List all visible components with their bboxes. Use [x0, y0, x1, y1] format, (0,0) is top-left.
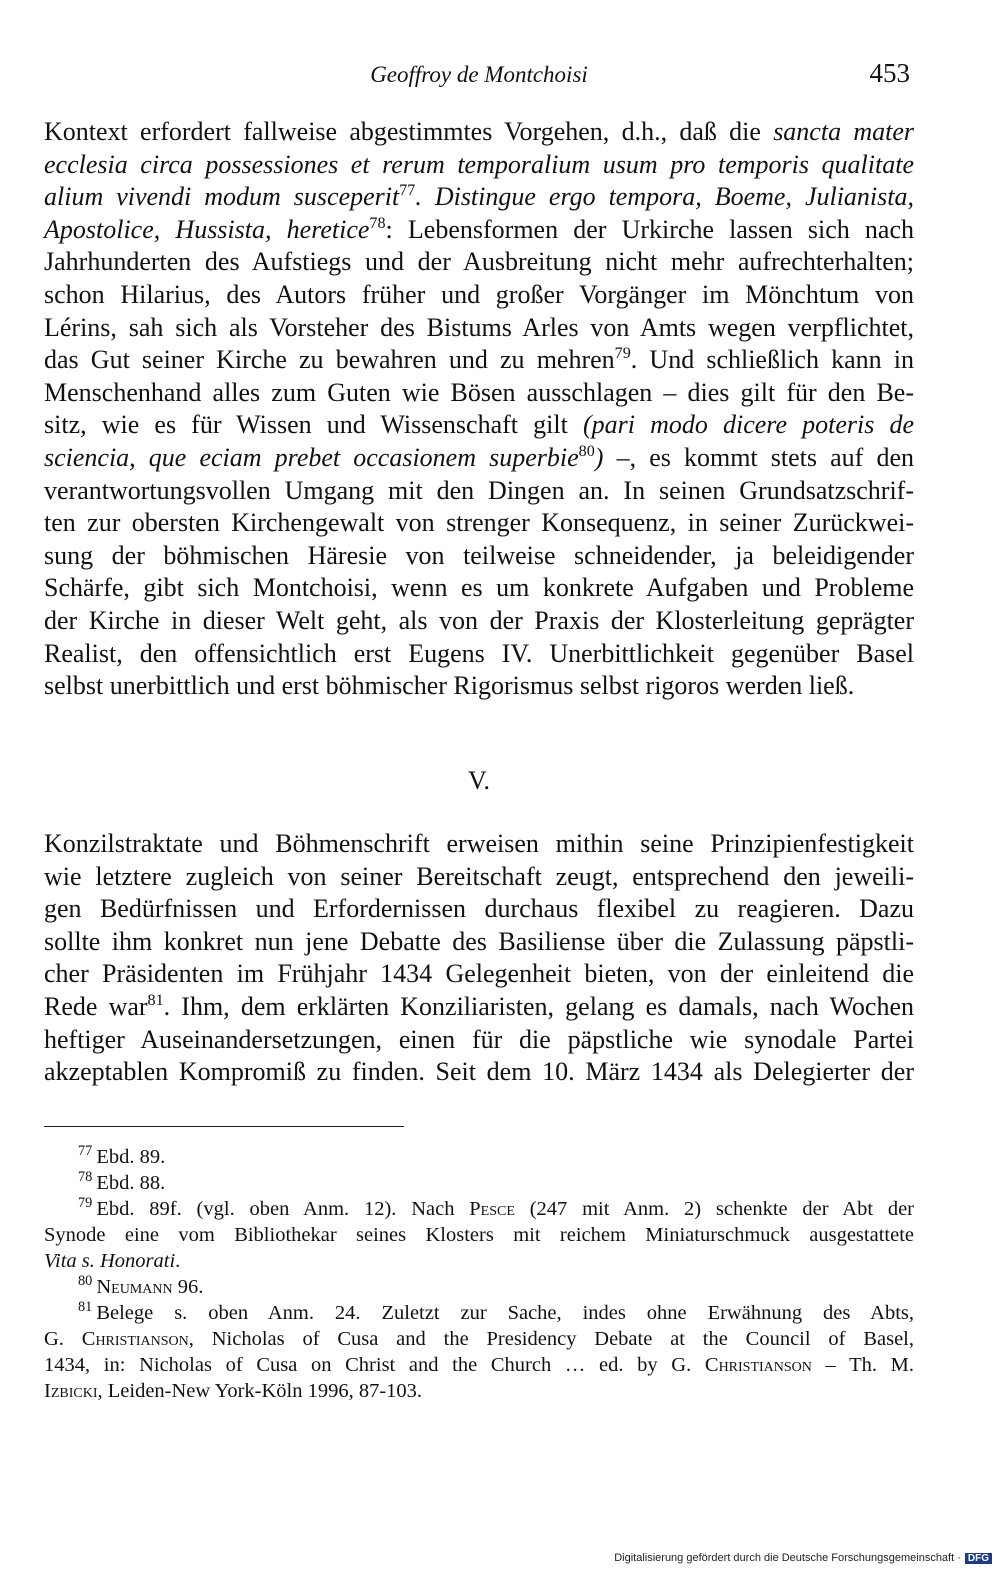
text-line: sung der böhmischen Häresie von teilweise schneidender, ja beleidigender: [44, 540, 914, 570]
footnotes: [44, 1144, 914, 1404]
section-heading: V.: [468, 766, 490, 795]
text-line: Realist, den offensichtlich erst Eugens IV. Unerbittlichkeit gegenüber Basel: [44, 638, 914, 668]
text-line: Rede war$^{81}$. Ihm, dem erklärten Konziliaristen, gelang es damals, nach Wochen: [44, 991, 914, 1021]
footnote-ref: 78: [369, 214, 386, 232]
text-line: Kontext erfordert fallweise abgestimmtes Vorgehen, d.h., daß die sancta mater: [44, 117, 914, 146]
footnote-81: $^{81}$ Belege s. oben Anm. 24. Zuletzt zur Sache, indes ohne Erwähnung des Abts, G. Christianson, Nicholas of Cusa and the Presidency Debate at the Council of Basel, 1434, in: Nicholas of Cusa on Christ and the Church … ed. by G. Christianson – Th. M. Izbicki, Leiden-New York-Köln 1996, 87-103.: [44, 1299, 914, 1402]
text-line: heftiger Auseinandersetzungen, einen für die päpstliche wie synodale Partei: [44, 1024, 914, 1054]
footnote-divider: [44, 1126, 404, 1127]
running-title: Geoffroy de Montchoisi: [370, 62, 588, 87]
footnote-80: $^{80}$ Neumann 96.: [78, 1273, 204, 1298]
text-line: akzeptablen Kompromiß zu finden. Seit dem 10. März 1434 als Delegierter der: [44, 1057, 914, 1087]
text-line: ecclesia circa possessiones et rerum temporalium usum pro temporis qualitate: [44, 149, 914, 179]
text-line: der Kirche in dieser Welt geht, als von der Praxis der Klosterleitung geprägter: [44, 605, 914, 635]
footnote-ref: 80: [578, 442, 595, 460]
footnote-ref: 79: [614, 345, 631, 363]
page-header: [44, 56, 914, 96]
text-line: gen Bedürfnissen und Erfordernissen durchaus flexibel zu reagieren. Dazu: [44, 894, 914, 924]
text-line: Apostolice, Hussista, heretice$^{78}$: Lebensformen der Urkirche lassen sich nach: [44, 214, 914, 244]
footnote-ref: 81: [147, 991, 164, 1009]
text-line: Lérins, sah sich als Vorsteher des Bistums Arles von Amts wegen verpflichtet,: [44, 312, 914, 342]
digitization-credit: Digitalisierung gefördert durch die Deutsche Forschungsgemeinschaft · DFG: [614, 1552, 992, 1564]
text-line: sollte ihm konkret nun jene Debatte des Basiliense über die Zulassung päpstli-: [44, 926, 914, 956]
footnote-ref: 77: [399, 182, 416, 200]
text-line: schon Hilarius, des Autors früher und großer Vorgänger im Mönchtum von: [44, 279, 914, 309]
text-line: wie letztere zugleich von seiner Bereitschaft zeugt, entsprechend den jeweili-: [44, 861, 914, 891]
text-line: Menschenhand alles zum Guten wie Bösen ausschlagen – dies gilt für den Be-: [44, 377, 914, 407]
text-line: Konzilstraktate und Böhmenschrift erweisen mithin seine Prinzipienfestigkeit: [44, 829, 914, 858]
text-line: selbst unerbittlich und erst böhmischer Rigorismus selbst rigoros werden ließ.: [44, 671, 855, 701]
text-line: Jahrhunderten des Aufstiegs und der Ausbreitung nicht mehr aufrechterhalten;: [44, 247, 914, 277]
text-line: Schärfe, gibt sich Montchoisi, wenn es um konkrete Aufgaben und Probleme: [44, 573, 914, 603]
text-line: sciencia, que eciam prebet occasionem superbie$^{80}$) –, es kommt stets auf den: [44, 442, 914, 472]
footnote-78: $^{78}$ Ebd. 88.: [78, 1169, 166, 1194]
paragraph-2: [44, 828, 914, 1089]
text-line: verantwortungsvollen Umgang mit den Dingen an. In seinen Grundsatzschrif-: [44, 475, 914, 505]
text-line: sitz, wie es für Wissen und Wissenschaft gilt (pari modo dicere poteris de: [44, 410, 914, 440]
footnote-77: $^{77}$ Ebd. 89.: [78, 1143, 166, 1168]
text-line: das Gut seiner Kirche zu bewahren und zu mehren$^{79}$. Und schließlich kann in: [44, 345, 914, 375]
text-line: alium vivendi modum susceperit$^{77}$. Distingue ergo tempora, Boeme, Julianista,: [44, 182, 914, 212]
text-line: ten zur obersten Kirchengewalt von strenger Konsequenz, in seiner Zurückwei-: [44, 508, 914, 538]
footnote-79: $^{79}$ Ebd. 89f. (vgl. oben Anm. 12). Nach Pesce (247 mit Anm. 2) schenkte der Abt der Synode eine vom Bibliothekar seines Klosters mit reichem Miniaturschmuck ausgestattete Vita s. Honorati.: [44, 1195, 914, 1272]
text-line: cher Präsidenten im Frühjahr 1434 Gelegenheit bieten, von der einleitend die: [44, 959, 914, 989]
page-number: 453: [869, 58, 910, 88]
dfg-logo: DFG: [965, 1553, 992, 1564]
paragraph-1: [44, 116, 914, 703]
